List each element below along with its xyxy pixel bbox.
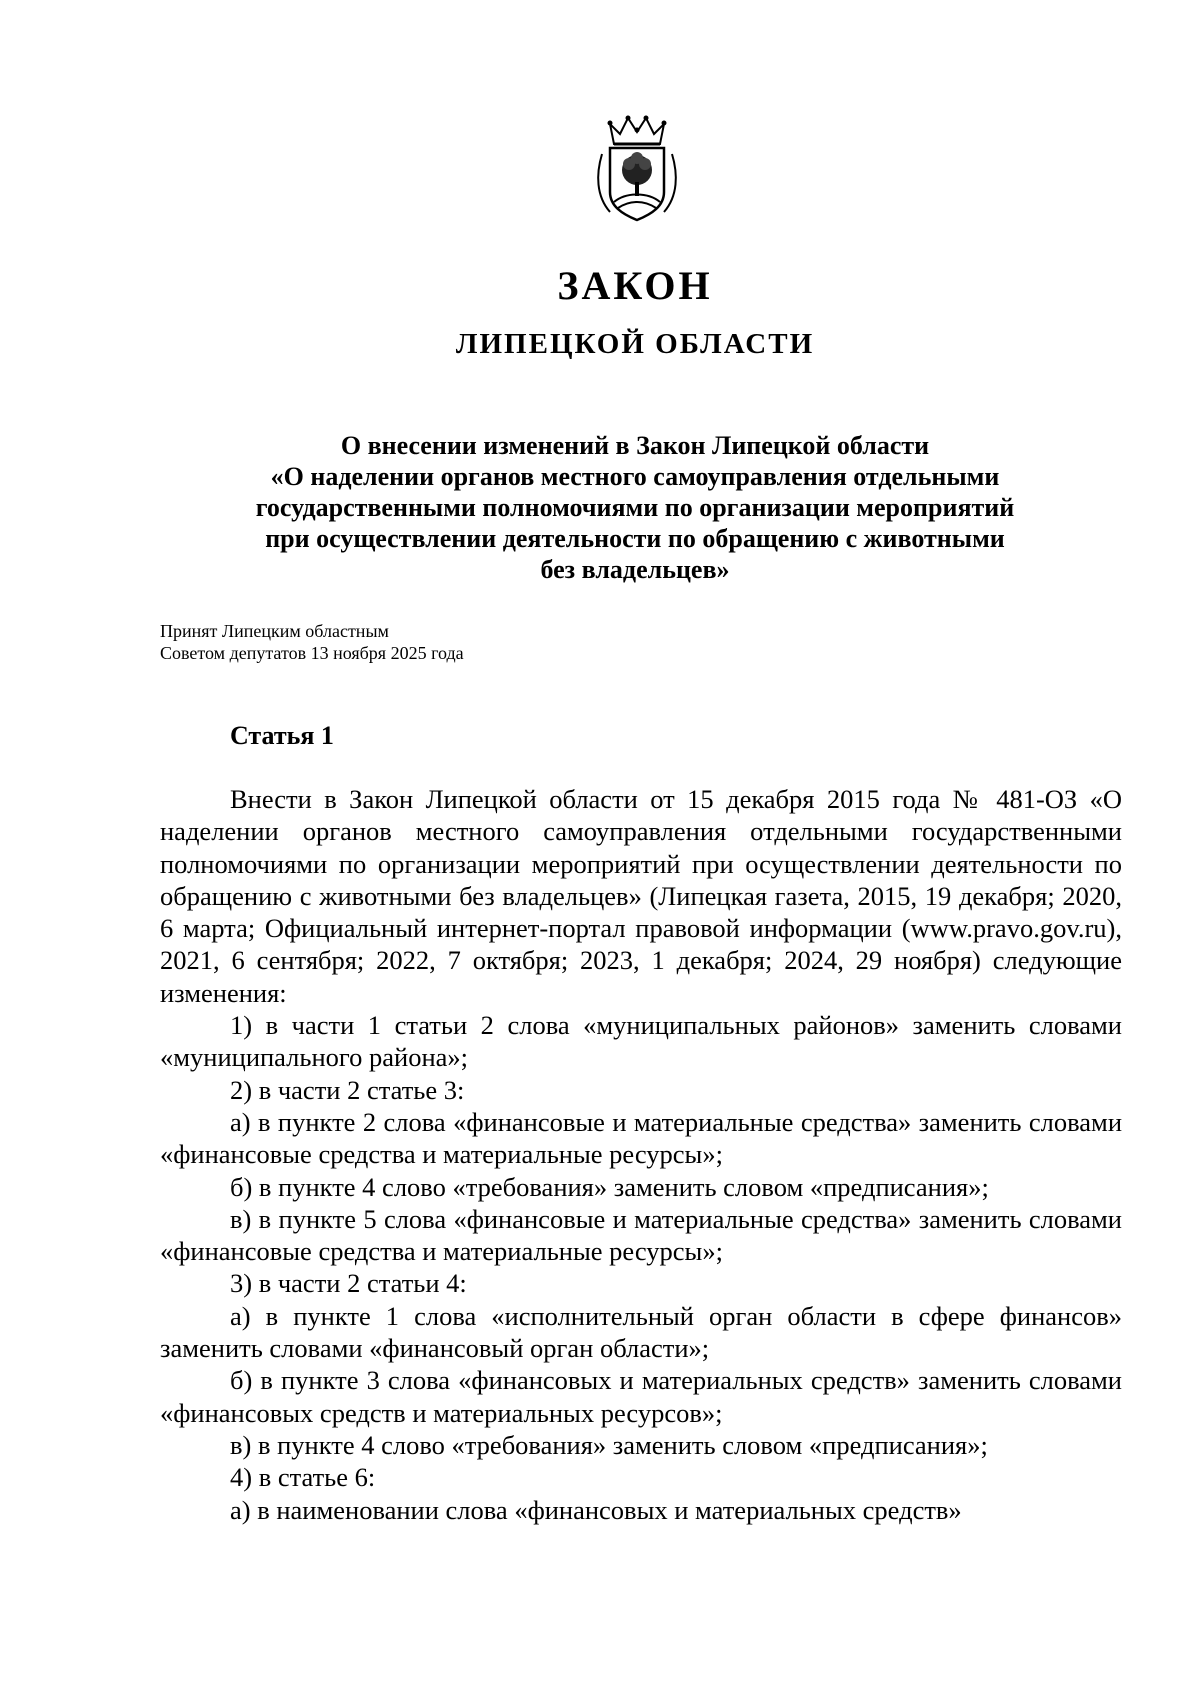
adoption-note xyxy=(160,620,464,664)
adoption-line-2: Советом депутатов 13 ноября 2025 года xyxy=(160,643,464,663)
adoption-line-1: Принят Липецким областным xyxy=(160,621,389,641)
law-name-line: «О наделении органов местного самоуправления отдельными xyxy=(270,462,1000,491)
article-body xyxy=(160,783,1122,1526)
amendment-item: б) в пункте 4 слово «требования» заменить словом «предписания»; xyxy=(230,1171,989,1202)
document-subtitle: ЛИПЕЦКОЙ ОБЛАСТИ xyxy=(455,328,815,360)
law-name-line: государственными полномочиями по организации мероприятий xyxy=(255,493,1015,522)
amendment-item: 2) в части 2 статье 3: xyxy=(230,1074,465,1105)
law-name-line: без владельцев» xyxy=(540,555,730,584)
law-name-line: при осуществлении деятельности по обращению с животными xyxy=(265,524,1005,553)
amendment-item: а) в наименовании слова «финансовых и материальных средств» xyxy=(230,1494,962,1525)
lipetsk-coat-of-arms-icon xyxy=(596,114,678,224)
amendment-item: в) в пункте 4 слово «требования» заменить словом «предписания»; xyxy=(230,1429,988,1460)
amendment-item: а) в пункте 2 слова «финансовые и материальные средства» заменить словами «финансовые средства и материальные ресурсы»; xyxy=(160,1106,1122,1170)
amendment-item: б) в пункте 3 слова «финансовых и материальных средств» заменить словами «финансовых средств и материальных ресурсов»; xyxy=(160,1365,1122,1428)
law-name-line: О внесении изменений в Закон Липецкой области xyxy=(340,431,930,460)
amendment-item: в) в пункте 5 слова «финансовые и материальные средства» заменить словами «финансовые средства и материальные ресурсы»; xyxy=(160,1203,1122,1267)
amendment-item: а) в пункте 1 слова «исполнительный орган области в сфере финансов» заменить словами «финансовый орган области»; xyxy=(160,1300,1122,1364)
law-name xyxy=(160,430,1110,585)
document-title: ЗАКОН xyxy=(557,263,713,308)
amendment-item: 4) в статье 6: xyxy=(230,1462,376,1493)
article-heading: Статья 1 xyxy=(230,721,334,750)
amendment-item: 3) в части 2 статьи 4: xyxy=(230,1268,467,1299)
article-intro: Внести в Закон Липецкой области от 15 декабря 2015 года № 481-ОЗ «О наделении органов местного самоуправления отдельными государственными полномочиями по организации мероприятий при осуществлении деятельности по обращению с животными без владельцев» (Липецкая газета, 2015, 19 декабря; 2020, 6 марта; Официальный интернет-портал правовой информации (www.pravo.gov.ru), 2021, 6 сентября; 2022, 7 октября; 2023, 1 декабря; 2024, 29 ноября) следующие изменения: xyxy=(160,784,1122,1008)
amendment-item: 1) в части 1 статьи 2 слова «муниципальных районов» заменить словами «муниципального района»; xyxy=(160,1010,1122,1073)
